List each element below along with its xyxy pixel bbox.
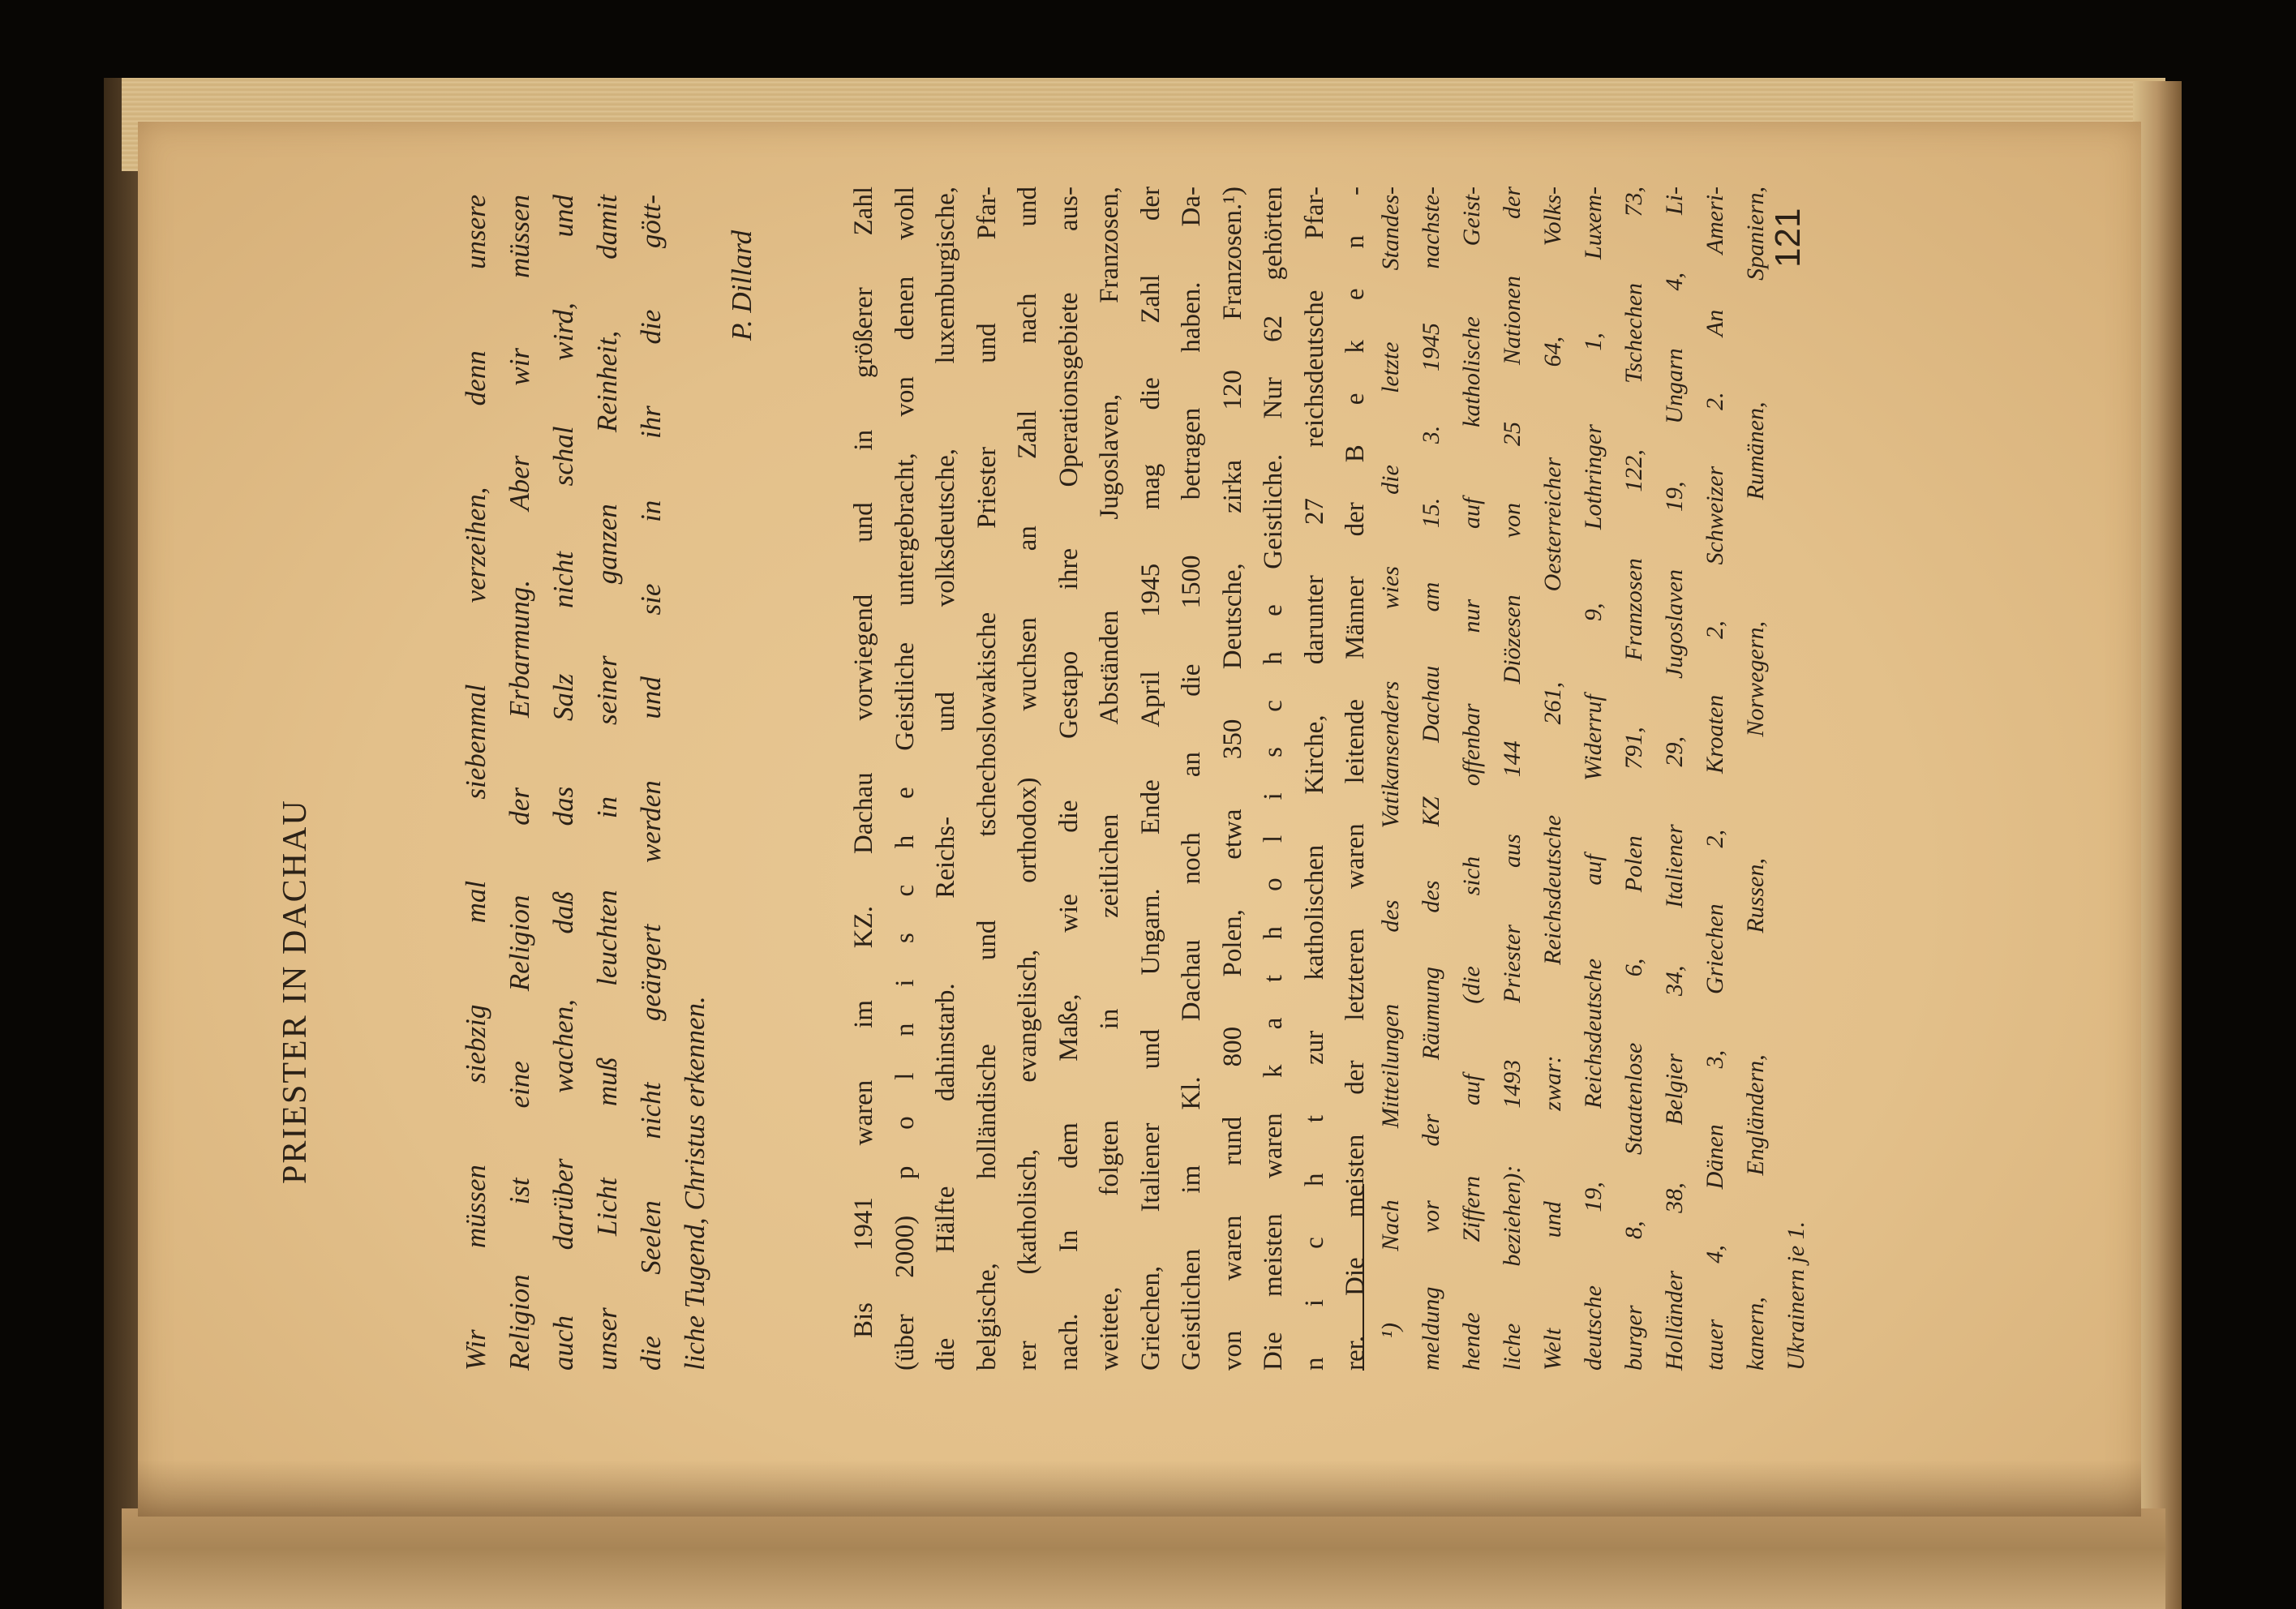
body-line: Geistlichen im Kl. Dachau noch an die 1500 betragen haben. Da-	[1177, 187, 1206, 1371]
body-line: rer (katholisch, evangelisch, orthodox) wuchsen an Zahl nach und	[1013, 187, 1042, 1371]
motto-author: P. Dillard	[726, 230, 757, 341]
footnote-line: kanern, Engländern, Russen, Norwegern, Rumänen, Spaniern,	[1742, 187, 1769, 1371]
body-line: (über 2000) p o l n i s c h e Geistliche untergebracht, von denen wohl	[890, 187, 920, 1371]
footnote-line: deutsche 19, Reichsdeutsche auf Widerruf 9, Lothringer 1, Luxem-	[1580, 187, 1607, 1371]
motto	[454, 195, 717, 1371]
footnote-line: hende Ziffern auf (die sich offenbar nur auf katholische Geist-	[1458, 187, 1485, 1371]
motto-line: auch darüber wachen, daß das Salz nicht schal wird, und	[547, 195, 579, 1371]
body-line: belgische, holländische und tschechoslowakische Priester und Pfar-	[972, 187, 1002, 1371]
motto-line: die Seelen nicht geärgert werden und sie in ihr die gött-	[635, 195, 667, 1371]
footnote-line: meldung vor der Räumung des KZ Dachau am 15. 3. 1945 nachste-	[1418, 187, 1444, 1371]
body-text	[843, 187, 1376, 1371]
body-line: nach. In dem Maße, wie die Gestapo ihre Operationsgebiete aus-	[1054, 187, 1084, 1371]
footnote-line: Welt und zwar: Reichsdeutsche 261, Oesterreicher 64, Volks-	[1539, 187, 1566, 1371]
motto-line: liche Tugend, Christus erkennen.	[679, 996, 710, 1371]
footnote-line: Ukrainern je 1.	[1783, 1221, 1809, 1371]
gutter-shadow	[138, 1460, 2141, 1517]
footnote-line: Holländer 38, Belgier 34, Italiener 29, Jugoslaven 19, Ungarn 4, Li-	[1661, 187, 1688, 1371]
body-line: von waren rund 800 Polen, etwa 350 Deutsche, zirka 120 Franzosen.¹)	[1217, 187, 1247, 1371]
motto-line: Religion ist eine Religion der Erbarmung. Aber wir müssen	[504, 195, 535, 1371]
footnote	[1371, 187, 1817, 1371]
footnote-line: liche beziehen): 1493 Priester aus 144 Diözesen von 25 Nationen der	[1499, 187, 1526, 1371]
body-line: Bis 1941 waren im KZ. Dachau vorwiegend und in größerer Zahl	[849, 187, 878, 1338]
page-bottom-edge	[122, 1508, 2165, 1609]
body-line: weitete, folgten in zeitlichen Abständen Jugoslaven, Franzosen,	[1095, 187, 1124, 1371]
footnote-line: burger 8, Staatenlose 6, Polen 791, Franzosen 122, Tschechen 73,	[1620, 187, 1647, 1371]
body-line: Die meisten waren k a t h o l i s c h e Geistliche. Nur 62 gehörten	[1259, 187, 1288, 1371]
page-title: PRIESTER IN DACHAU	[277, 799, 314, 1184]
body-line: Griechen, Italiener und Ungarn. Ende April 1945 mag die Zahl der	[1135, 187, 1165, 1371]
motto-line: Wir müssen siebzig mal siebenmal verzeihen, denn unsere	[460, 195, 491, 1371]
page-number: 121	[1768, 208, 1808, 268]
footnote-line: ¹) Nach Mitteilungen des Vatikansenders wies die letzte Standes-	[1377, 187, 1404, 1338]
footnote-line: tauer 4, Dänen 3, Griechen 2, Kroaten 2, Schweizer 2. An Ameri-	[1702, 187, 1728, 1371]
motto-line: unser Licht muß leuchten in seiner ganzen Reinheit, damit	[591, 195, 623, 1371]
body-line: n i c h t zur katholischen Kirche, darunter 27 reichsdeutsche Pfar-	[1299, 187, 1329, 1371]
footnote-rule	[1363, 1184, 1364, 1371]
rotated-page-content	[276, 154, 1857, 1371]
body-line: die Hälfte dahinstarb. Reichs- und volksdeutsche, luxemburgische,	[931, 187, 960, 1371]
body-line: rer. Die meisten der letzteren waren leitende Männer der B e k e n -	[1341, 187, 1370, 1371]
